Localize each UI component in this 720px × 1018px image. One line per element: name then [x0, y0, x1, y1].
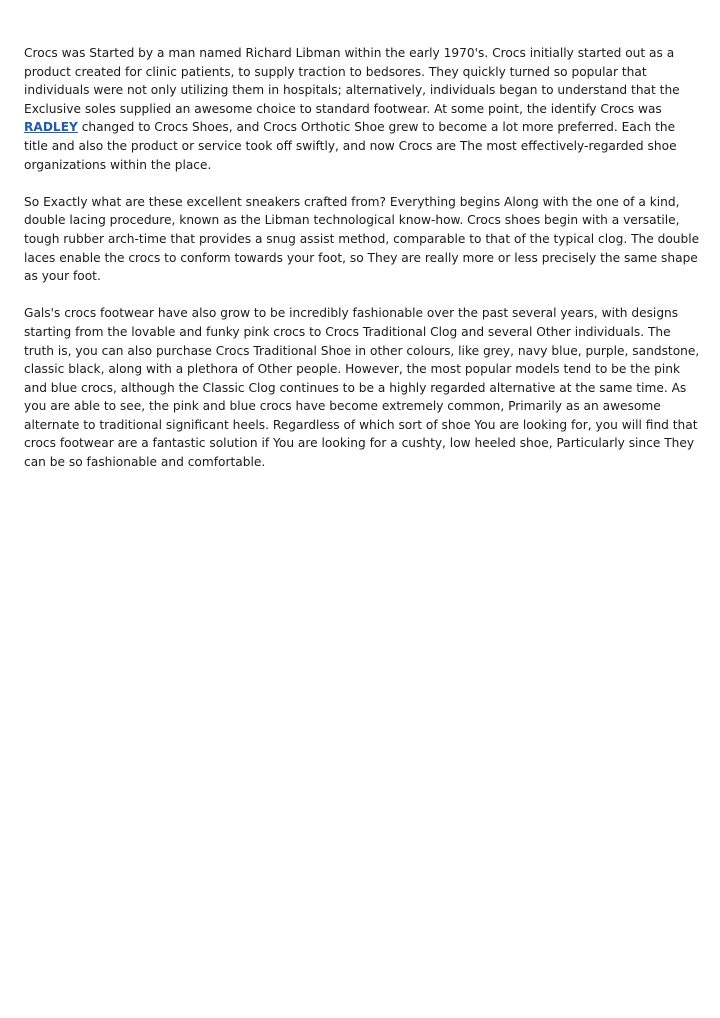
- radley-link[interactable]: RADLEY: [24, 120, 78, 135]
- article-body: [24, 44, 700, 490]
- paragraph-1-text-after-link: changed to Crocs Shoes, and Crocs Orthotic Shoe grew to become a lot more preferred. Each the title and also the product or service took off swiftly, and now Crocs are The most effectively-regarded shoe organizations within the place.: [24, 120, 677, 172]
- paragraph-3: Gals's crocs footwear have also grow to be incredibly fashionable over the past several years, with designs starting from the lovable and funky pink crocs to Crocs Traditional Clog and several Other individuals. The truth is, you can also purchase Crocs Traditional Shoe in other colours, like grey, navy blue, purple, sandstone, classic black, along with a plethora of Other people. However, the most popular models tend to be the pink and blue crocs, although the Classic Clog continues to be a highly regarded alternative at the same time. As you are able to see, the pink and blue crocs have become extremely common, Primarily as an awesome alternate to traditional significant heels. Regardless of which sort of shoe You are looking for, you will find that crocs footwear are a fantastic solution if You are looking for a cushty, low heeled shoe, Particularly since They can be so fashionable and comfortable.: [24, 306, 700, 470]
- paragraph-1: [24, 44, 700, 174]
- paragraph-1-text-before-link: Crocs was Started by a man named Richard Libman within the early 1970's. Crocs initially started out as a product created for clinic patients, to supply traction to bedsores. They quickly turned so popular that individuals were not only utilizing them in hospitals; alternatively, individuals began to understand that the Exclusive soles supplied an awesome choice to standard footwear. At some point, the identify Crocs was: [24, 46, 680, 116]
- paragraph-2: So Exactly what are these excellent sneakers crafted from? Everything begins Along with the one of a kind, double lacing procedure, known as the Libman technological know-how. Crocs shoes begin with a versatile, tough rubber arch-time that provides a snug assist method, comparable to that of the typical clog. The double laces enable the crocs to conform towards your foot, so They are really more or less precisely the same shape as your foot.: [24, 194, 700, 284]
